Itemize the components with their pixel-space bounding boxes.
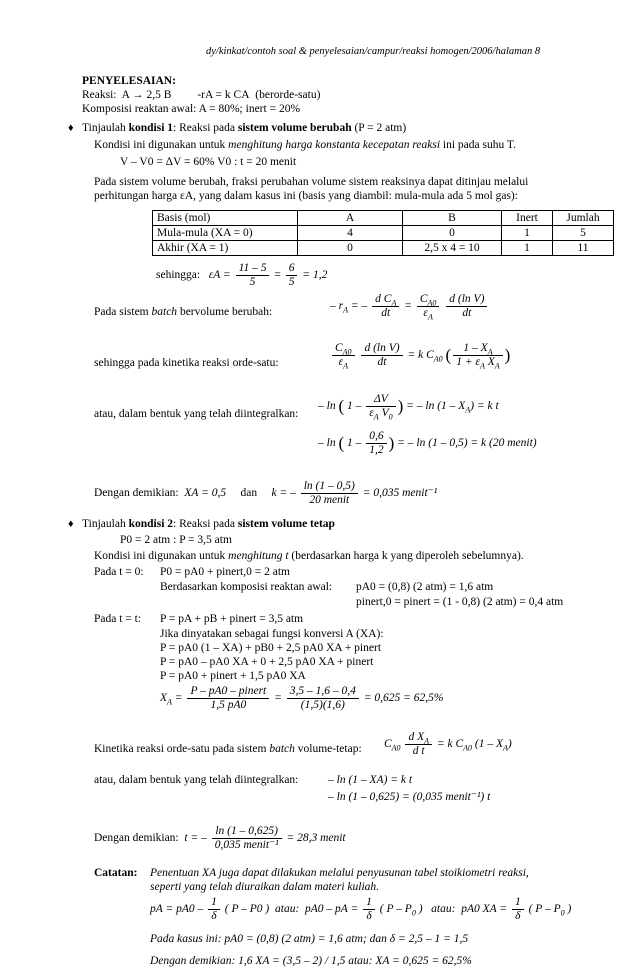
note-label: Catatan: [94, 867, 138, 879]
t-equation-1: P = pA + pB + pinert = 3,5 atm [160, 613, 304, 625]
cond2-kinetics-text: Kinetika reaksi orde-satu pada sistem batch volume-tetap: [94, 743, 362, 755]
cond1-volume-eq: V – V0 = ΔV = 60% V0 : t = 20 menit [120, 156, 297, 168]
page-header: dy/kinkat/contoh soal & penyelesaian/campur/reaksi homogen/2006/halaman 8 [206, 46, 541, 57]
pa0-value: pA0 = (0,8) (2 atm) = 1,6 atm [356, 581, 494, 593]
cond2-purpose: Kondisi ini digunakan untuk menghitung t (berdasarkan harga k yang diperoleh sebelumnya). [94, 550, 524, 562]
table-row [153, 241, 614, 256]
t-label: Pada t = t: [94, 613, 142, 625]
pinert-value: pinert,0 = pinert = (1 - 0,8) (2 atm) = 0,4 atm [356, 596, 564, 608]
bullet-kondisi-2: ♦ Tinjaulah kondisi 2: Reaksi pada sistem volume tetap [68, 518, 335, 530]
mole-basis-table [152, 210, 614, 256]
t0-equation: P0 = pA0 + pinert,0 = 2 atm [160, 566, 290, 578]
t0-composition: Berdasarkan komposisi reaktan awal: [160, 581, 333, 593]
solution-title: PENYELESAIAN: [82, 75, 176, 87]
note-equations: pA = pA0 – $\frac{1}{\delta}$ ( P – P0 ) atau: pA0 – pA = $\frac{1}{\delta}$ ( P – $P_0$ ) atau: pA0 XA = $\frac{1}{\delta}$ ( P – $P_0$ ) [150, 896, 572, 922]
table-header-row [153, 211, 614, 226]
note-case: Pada kasus ini: pA0 = (0,8) (2 atm) = 1,6 atm; dan δ = 2,5 – 1 = 1,5 [150, 933, 469, 945]
cond2-integral-1: – ln (1 – XA) = k t [328, 774, 413, 786]
integral-equation-1: – ln ( 1 – $\frac{\Delta V}{\varepsilon_A V_0}$ ) = – $\ln (1 - X_A) = k$ t [318, 393, 499, 422]
kinetics-text: sehingga pada kinetika reaksi orde-satu: [94, 357, 279, 369]
cond2-result: Dengan demikian: t = – $\frac{\ln (1 - 0,625)}{\text{0,035 menit⁻¹}}$ = 28,3 menit [94, 825, 346, 851]
batch-text: Pada sistem batch bervolume berubah: [94, 306, 273, 318]
table-row [153, 226, 614, 241]
cond1-para-2: perhitungan harga εA, yang dalam kasus ini (basis yang diambil: mula-mula ada 5 mol gas): [94, 190, 518, 202]
cond2-pressure: P0 = 2 atm : P = 3,5 atm [120, 534, 232, 546]
t-equation-5: P = pA0 + pinert + 1,5 pA0 XA [160, 670, 306, 682]
table-cell: 11 [553, 241, 614, 256]
table-cell: Akhir (XA = 1) [153, 241, 298, 256]
table-cell: 2,5 x 4 = 10 [403, 241, 502, 256]
table-cell: 1 [502, 241, 553, 256]
diamond-bullet-icon: ♦ [68, 518, 74, 530]
integral-text: atau, dalam bentuk yang telah diintegralkan: [94, 408, 299, 420]
table-header-cell: Basis (mol) [153, 211, 298, 226]
composition-line: Komposisi reaktan awal: A = 80%; inert = 20% [82, 103, 301, 115]
table-cell: 5 [553, 226, 614, 241]
diamond-bullet-icon: ♦ [68, 122, 74, 134]
table-cell: 0 [403, 226, 502, 241]
cond2-integral-text: atau, dalam bentuk yang telah diintegralkan: [94, 774, 299, 786]
note-line-1: Penentuan XA juga dapat dilakukan melalui penyusunan tabel stoikiometri reaksi, [150, 867, 529, 879]
table-header-cell: Jumlah [553, 211, 614, 226]
cond1-purpose: Kondisi ini digunakan untuk menghitung harga konstanta kecepatan reaksi ini pada suhu T. [94, 139, 516, 151]
table-header-cell: Inert [502, 211, 553, 226]
integral-equation-2: – ln ( 1 – $\frac{0,6}{1,2}$ ) = – ln (1 – 0,5) = k (20 menit) [318, 430, 537, 456]
bullet-kondisi-1: ♦ Tinjaulah kondisi 1: Reaksi pada sistem volume berubah (P = 2 atm) [68, 122, 407, 134]
table-header-cell: B [403, 211, 502, 226]
note-final: Dengan demikian: 1,6 XA = (3,5 – 2) / 1,5 atau: XA = 0,625 = 62,5% [150, 955, 472, 967]
table-cell: 0 [298, 241, 403, 256]
note-line-2: seperti yang telah diuraikan dalam materi kuliah. [150, 881, 380, 893]
table-cell: 1 [502, 226, 553, 241]
t-equation-2: Jika dinyatakan sebagai fungsi konversi A (XA): [160, 628, 384, 640]
kinetics-equation: $\frac{C_{A0}}{\varepsilon_A}$ $\frac{\text{d (ln V)}}{dt}$ = k $C_{A0}$ ( $\frac{1 - X_A}{1 + \varepsilon_A X_A}$ ) [330, 342, 510, 369]
cond2-kinetics-equation: $C_{A0}$ $\frac{d X_A}{\text{d t}}$ = k $C_{A0}$ $(1 - X_A)$ [384, 731, 512, 757]
table-header-cell: A [298, 211, 403, 226]
t-equation-4: P = pA0 – pA0 XA + 0 + 2,5 pA0 XA + pinert [160, 656, 374, 668]
cond1-para-1: Pada sistem volume berubah, fraksi perubahan volume sistem reaksinya dapat ditinjau melalui [94, 176, 529, 188]
xa-equation: $X_A$ = $\frac{\text{P – pA0 – pinert}}{1,5 pA0}$ = $\frac{3,5 - 1,6 - 0,4}{(1,5)(1,6)}$ = 0,625 = 62,5% [160, 685, 444, 711]
t0-label: Pada t = 0: [94, 566, 144, 578]
rate-equation: – $r_A$ = – $\frac{d C_A}{dt}$ = $\frac{C_{A0}}{\varepsilon_A}$ $\frac{\text{d (ln V)}}{dt}$ [330, 293, 489, 320]
cond2-integral-2: – ln (1 – 0,625) = (0,035 menit⁻¹) t [328, 791, 491, 803]
cond1-result: Dengan demikian: XA = 0,5 dan k = – $\frac{\ln (1 - 0,5)}{\text{20 menit}}$ = 0,035 menit⁻¹ [94, 480, 438, 506]
t-equation-3: P = pA0 (1 – XA) + pB0 + 2,5 pA0 XA + pinert [160, 642, 382, 654]
eps-equation: sehingga: εA = $\frac{11 - 5}{5}$ = $\frac{6}{5}$ = 1,2 [156, 262, 328, 288]
table-cell: Mula-mula (XA = 0) [153, 226, 298, 241]
table-cell: 4 [298, 226, 403, 241]
reaction-line: Reaksi: A → 2,5 B -rA = k CA (berorde-satu) [82, 89, 321, 101]
